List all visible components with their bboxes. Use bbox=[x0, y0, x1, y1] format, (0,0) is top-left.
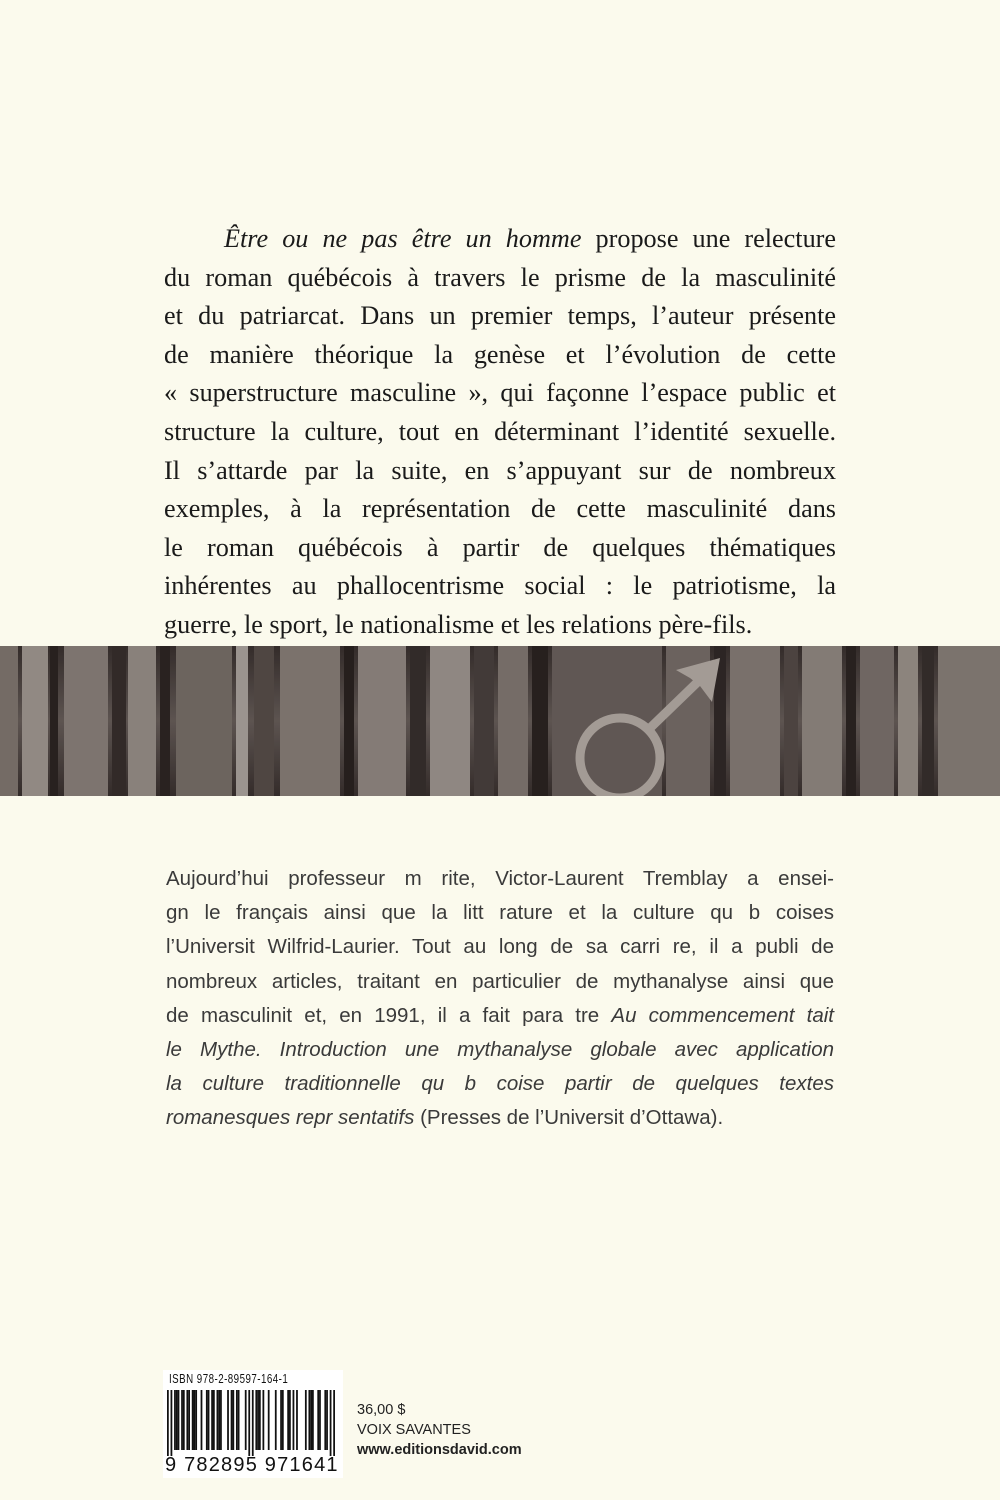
bio-line: gn le français ainsi que la litt rature et la culture qu b coises bbox=[166, 901, 834, 925]
book-pages-image bbox=[0, 646, 1000, 796]
barcode-bar bbox=[289, 1390, 291, 1450]
book-pages-photo-band bbox=[0, 646, 1000, 796]
barcode-bar bbox=[305, 1390, 307, 1450]
barcode-bar bbox=[245, 1390, 247, 1450]
barcode-bar bbox=[312, 1390, 314, 1450]
summary-line: exemples, à la représentation de cette masculinité dans bbox=[164, 494, 836, 524]
barcode-bar bbox=[201, 1390, 203, 1450]
barcode-bar bbox=[310, 1390, 312, 1450]
barcode-bar bbox=[330, 1390, 332, 1456]
isbn-barcode bbox=[163, 1370, 343, 1478]
barcode-bar bbox=[194, 1390, 196, 1450]
summary-line: guerre, le sport, le nationalisme et les relations père-fils. bbox=[164, 609, 753, 639]
summary-line: du roman québécois à travers le prisme de la masculinité bbox=[164, 262, 836, 292]
bio-line: de masculinit et, en 1991, il a fait para tre Au commencement tait bbox=[166, 1003, 834, 1027]
barcode-bar bbox=[231, 1390, 233, 1450]
barcode-bar bbox=[308, 1390, 310, 1450]
barcode-bar bbox=[232, 1390, 234, 1450]
barcode-bar bbox=[236, 1390, 238, 1450]
barcode-bar bbox=[317, 1390, 319, 1450]
barcode-bar bbox=[293, 1390, 295, 1450]
barcode-bar bbox=[183, 1390, 185, 1450]
bio-line: nombreux articles, traitant en particulier de mythanalyse ainsi que bbox=[166, 969, 834, 993]
bio-line: Aujourd’hui professeur m rite, Victor-Laurent Tremblay a ensei- bbox=[166, 867, 834, 890]
summary-line: de manière théorique la genèse et l’évolution de cette bbox=[164, 339, 836, 369]
summary-line: structure la culture, tout en déterminant l’identité sexuelle. bbox=[164, 416, 836, 446]
barcode-bar bbox=[257, 1390, 259, 1450]
barcode-bar bbox=[217, 1390, 219, 1450]
barcode-bar bbox=[174, 1390, 176, 1450]
cited-work-title: Au commencement tait bbox=[611, 1003, 834, 1027]
barcode-bar bbox=[188, 1390, 190, 1450]
barcode-bar bbox=[238, 1390, 240, 1450]
barcode-bar bbox=[178, 1390, 180, 1450]
barcode-bar bbox=[259, 1390, 261, 1450]
collection-name: VOIX SAVANTES bbox=[357, 1422, 471, 1438]
barcode-bar bbox=[248, 1390, 250, 1456]
barcode-bar bbox=[275, 1390, 277, 1450]
book-title-italic: Être ou ne pas être un homme bbox=[224, 224, 582, 253]
barcode-bar bbox=[186, 1390, 188, 1450]
summary-line: et du patriarcat. Dans un premier temps, l’auteur présente bbox=[164, 301, 836, 331]
barcode-bar bbox=[280, 1390, 282, 1450]
publisher-website[interactable]: www.editionsdavid.com bbox=[357, 1442, 522, 1458]
summary-line: inhérentes au phallocentrisme social : le patriotisme, la bbox=[164, 571, 836, 601]
barcode-bar bbox=[255, 1390, 257, 1450]
barcode-bar bbox=[195, 1390, 197, 1450]
barcode-bar bbox=[167, 1390, 169, 1456]
barcode-bar bbox=[333, 1390, 335, 1456]
barcode-bar bbox=[319, 1390, 321, 1450]
barcode-bar bbox=[282, 1390, 284, 1450]
barcode-bar bbox=[252, 1390, 254, 1456]
author-biography bbox=[166, 862, 834, 1136]
barcode-bar bbox=[213, 1390, 215, 1450]
barcode-bar bbox=[262, 1390, 264, 1450]
bio-line: l’Universit Wilfrid-Laurier. Tout au long de sa carri re, il a publi de bbox=[166, 935, 834, 959]
isbn-label: ISBN 978-2-89597-164-1 bbox=[169, 1372, 289, 1386]
barcode-bar bbox=[287, 1390, 289, 1450]
summary-line: le roman québécois à partir de quelques thématiques bbox=[164, 532, 836, 562]
bio-line: le Mythe. Introduction une mythanalyse globale avec application bbox=[166, 1037, 834, 1061]
barcode-bar bbox=[324, 1390, 326, 1450]
barcode-bar bbox=[176, 1390, 178, 1450]
barcode-bar bbox=[296, 1390, 298, 1450]
book-summary bbox=[164, 220, 836, 645]
barcode-bar bbox=[192, 1390, 194, 1450]
barcode-bar bbox=[206, 1390, 208, 1450]
bio-line: romanesques repr sentatifs (Presses de l’Universit d’Ottawa). bbox=[166, 1106, 724, 1130]
barcode-bar bbox=[220, 1390, 222, 1450]
barcode-bar bbox=[171, 1390, 173, 1456]
barcode-bar bbox=[227, 1390, 229, 1450]
barcode-bar bbox=[211, 1390, 213, 1450]
barcode-bar bbox=[268, 1390, 270, 1450]
price: 36,00 $ bbox=[357, 1402, 406, 1418]
barcode-digits: 9 782895 971641 bbox=[165, 1454, 339, 1476]
bio-line: la culture traditionnelle qu b coise partir de quelques textes bbox=[166, 1072, 834, 1096]
summary-line: Il s’attarde par la suite, en s’appuyant sur de nombreux bbox=[164, 455, 836, 485]
barcode-bar bbox=[208, 1390, 210, 1450]
barcode-bars bbox=[167, 1390, 339, 1456]
price-block bbox=[357, 1400, 522, 1460]
barcode-bar bbox=[181, 1390, 183, 1450]
barcode-bar bbox=[218, 1390, 220, 1450]
summary-line: Être ou ne pas être un homme propose une relecture bbox=[224, 224, 837, 253]
barcode-bar bbox=[326, 1390, 328, 1450]
summary-line: « superstructure masculine », qui façonne l’espace public et bbox=[164, 378, 836, 408]
